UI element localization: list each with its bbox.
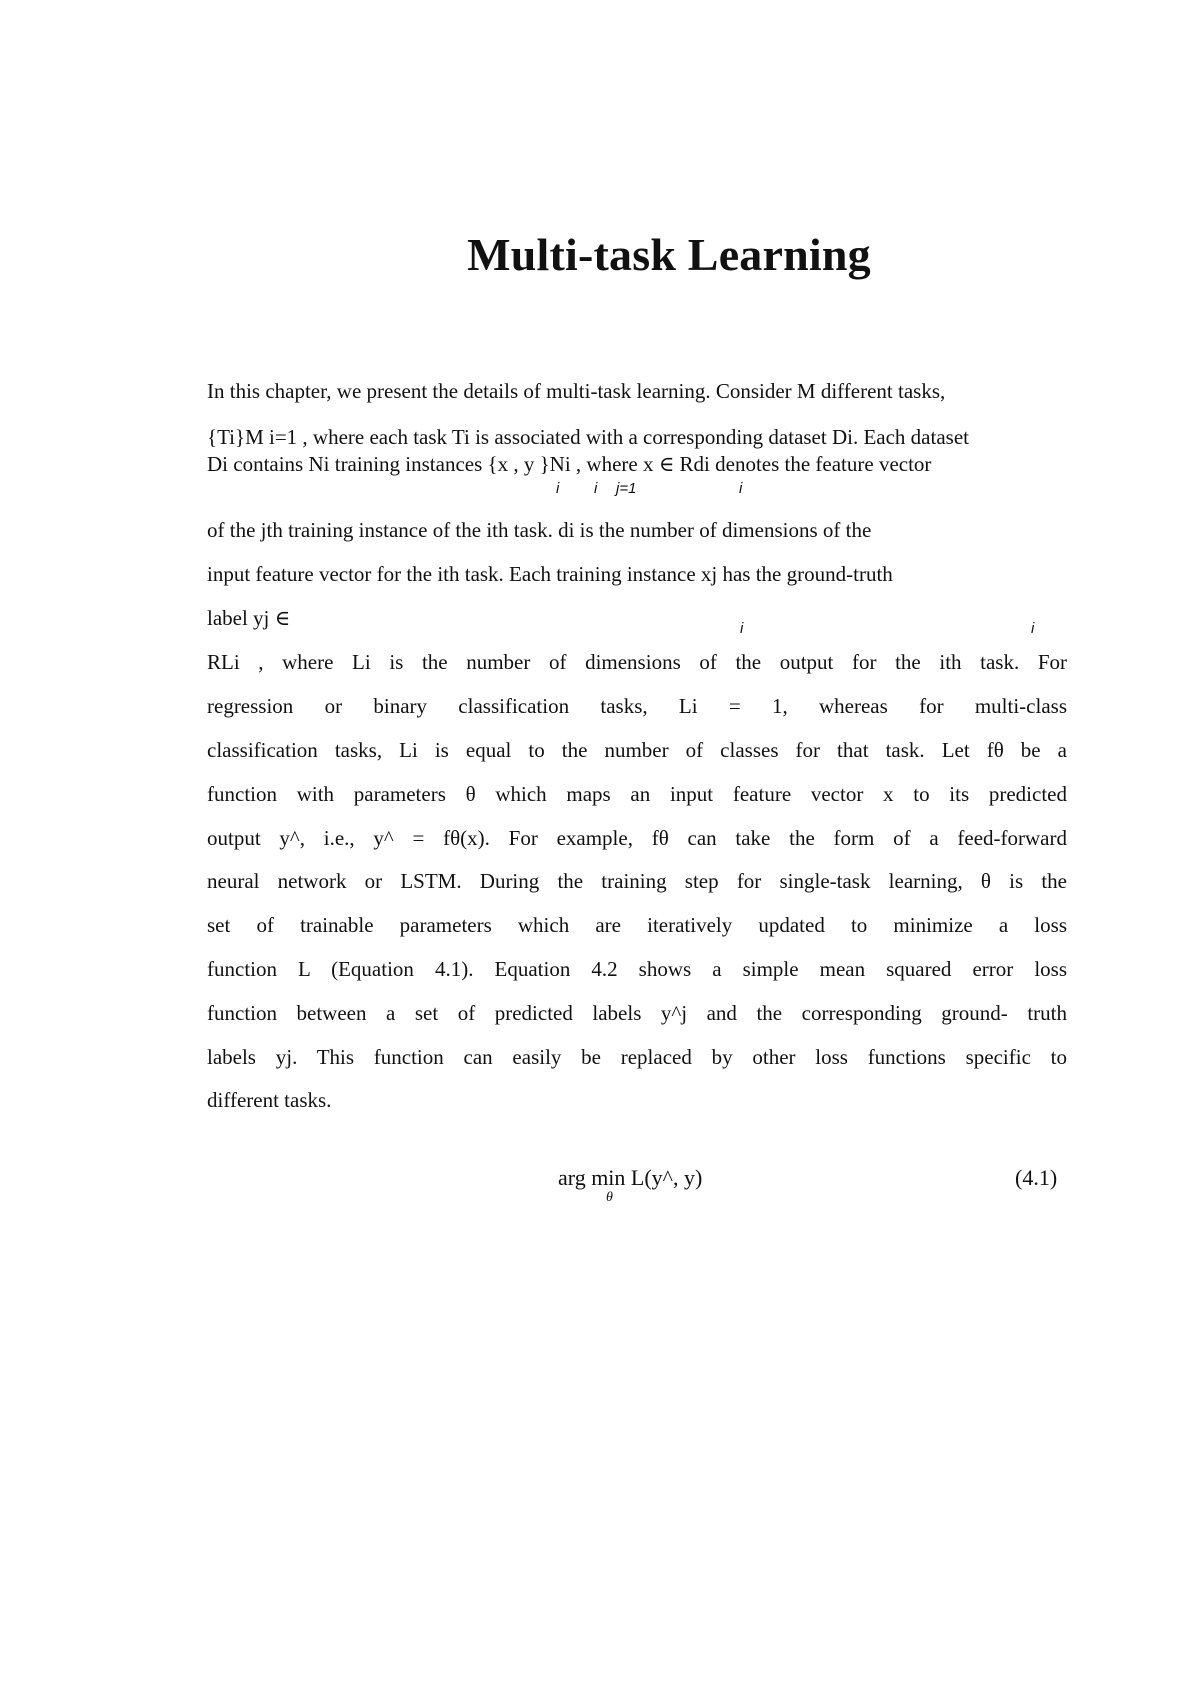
subscript-label: i [740, 620, 744, 637]
subscript-label: j=1 [616, 480, 637, 497]
paragraph-line: input feature vector for the ith task. Each training instance xj has the ground-truth [207, 562, 893, 586]
paragraph-line: Di contains Ni training instances {x , y }Ni , where x ∈ Rdi denotes the feature vector [207, 452, 932, 476]
paragraph-line: of the jth training instance of the ith task. di is the number of dimensions of the [207, 518, 872, 542]
equation-4-1: arg min L(y^, y) [558, 1165, 703, 1190]
equation-subscript: θ [606, 1190, 613, 1205]
page-title: Multi-task Learning [467, 229, 871, 280]
paragraph-line: function with parameters θ which maps an input feature vector x to its predicted [207, 782, 1067, 806]
paragraph-line: function between a set of predicted labels y^j and the corresponding ground- truth [207, 1001, 1067, 1025]
equation-number: (4.1) [1015, 1165, 1058, 1190]
paragraph-line: classification tasks, Li is equal to the number of classes for that task. Let fθ be a [207, 738, 1067, 762]
paragraph-line: regression or binary classification tasks, Li = 1, whereas for multi-class [207, 694, 1067, 718]
paragraph-line: function L (Equation 4.1). Equation 4.2 shows a simple mean squared error loss [207, 957, 1067, 981]
subscript-label: i [556, 480, 560, 497]
paragraph-line: {Ti}M i=1 , where each task Ti is associated with a corresponding dataset Di. Each dataset [207, 425, 969, 449]
paragraph-line: RLi , where Li is the number of dimensions of the output for the ith task. For [207, 650, 1067, 674]
paragraph-line: set of trainable parameters which are iteratively updated to minimize a loss [207, 913, 1067, 937]
paragraph-line: output y^, i.e., y^ = fθ(x). For example, fθ can take the form of a feed-forward [207, 826, 1067, 850]
paragraph-line: neural network or LSTM. During the training step for single-task learning, θ is the [207, 869, 1067, 893]
subscript-label: i [739, 480, 743, 497]
paragraph-line: label yj ∈ [207, 606, 291, 630]
paragraph-line: different tasks. [207, 1088, 332, 1112]
paragraph-line: In this chapter, we present the details of multi-task learning. Consider M different tasks, [207, 379, 946, 403]
subscript-label: i [1031, 620, 1035, 637]
paragraph-line: labels yj. This function can easily be replaced by other loss functions specific to [207, 1045, 1067, 1069]
subscript-label: i [594, 480, 598, 497]
